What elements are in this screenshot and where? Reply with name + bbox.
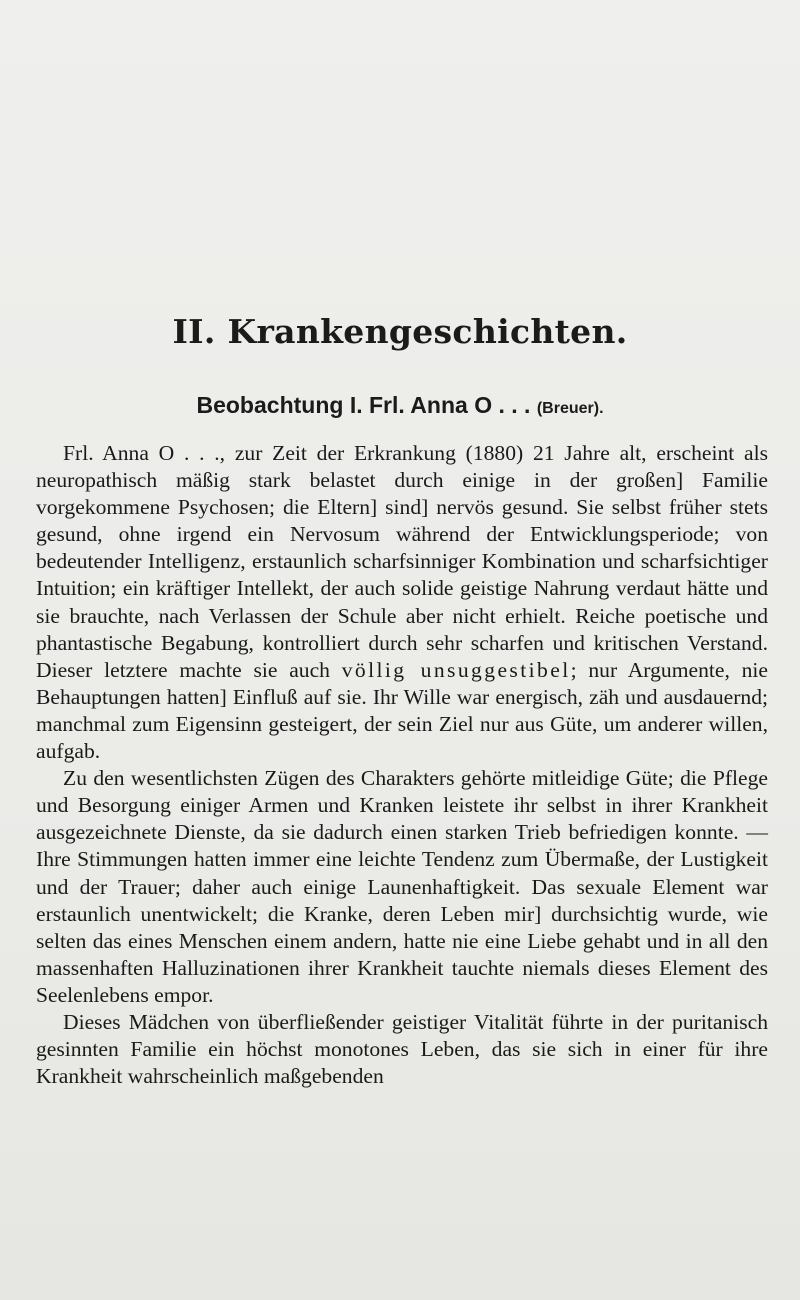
- case-heading: [0, 392, 800, 419]
- emphasized-text: völlig unsuggestibel: [341, 657, 571, 682]
- case-heading-title: Beobachtung I. Frl. Anna O . . .: [196, 392, 531, 418]
- chapter-title: II. Krankengeschichten.: [172, 312, 628, 351]
- case-heading-author: (Breuer).: [536, 400, 604, 417]
- paragraph-3: Dieses Mädchen von überfließender geistiger Vitalität führte in der puritanisch gesinnten Familie ein höchst monotones Leben, das sie sich in einer für ihre Krankheit wahrscheinlich maßgebenden: [36, 1009, 768, 1089]
- case-text: [36, 440, 768, 1090]
- paragraph-1-end: ; nur Argumente, nie Behauptungen hatten] Einfluß auf sie. Ihr Wille war energisch, zäh und ausdauernd; manchmal zum Eigensinn gesteigert, der sein Ziel nur aus Güte, um anderer willen, aufgab.: [36, 657, 768, 764]
- paragraph-1: [36, 440, 768, 765]
- paragraph-2: Zu den wesentlichsten Zügen des Charakters gehörte mitleidige Güte; die Pflege und Besorgung einiger Armen und Kranken leistete ihr selbst in ihrer Krankheit ausgezeichnete Dienste, da sie dadurch einen starken Trieb befriedigen konnte. — Ihre Stimmungen hatten immer eine leichte Tendenz zum Übermaße, der Lustigkeit und der Trauer; daher auch einige Launenhaftigkeit. Das sexuale Element war erstaunlich unentwickelt; die Kranke, deren Leben mir] durchsichtig wurde, wie selten das eines Menschen einem andern, hatte nie eine Liebe gehabt und in all den massenhaften Halluzinationen ihrer Krankheit tauchte niemals dieses Element des Seelenlebens empor.: [36, 766, 768, 1007]
- paragraph-1-start: Frl. Anna O . . ., zur Zeit der Erkrankung (1880) 21 Jahre alt, erscheint als neuropathisch mäßig stark belastet durch einige in der großen] Familie vorgekommene Psychosen; die Eltern] sind] nervös gesund. Sie selbst früher stets gesund, ohne irgend ein Nervosum während der Entwicklungsperiode; von bedeutender Intelligenz, erstaunlich scharfsinniger Kombination und scharfsichtiger Intuition; ein kräftiger Intellekt, der auch solide geistige Nahrung verdaut hätte und sie brauchte, nach Verlassen der Schule aber nicht erhielt. Reiche poetische und phantastische Begabung, kontrolliert durch sehr scharfen und kritischen Verstand. Dieser letztere machte sie auch: [36, 441, 768, 682]
